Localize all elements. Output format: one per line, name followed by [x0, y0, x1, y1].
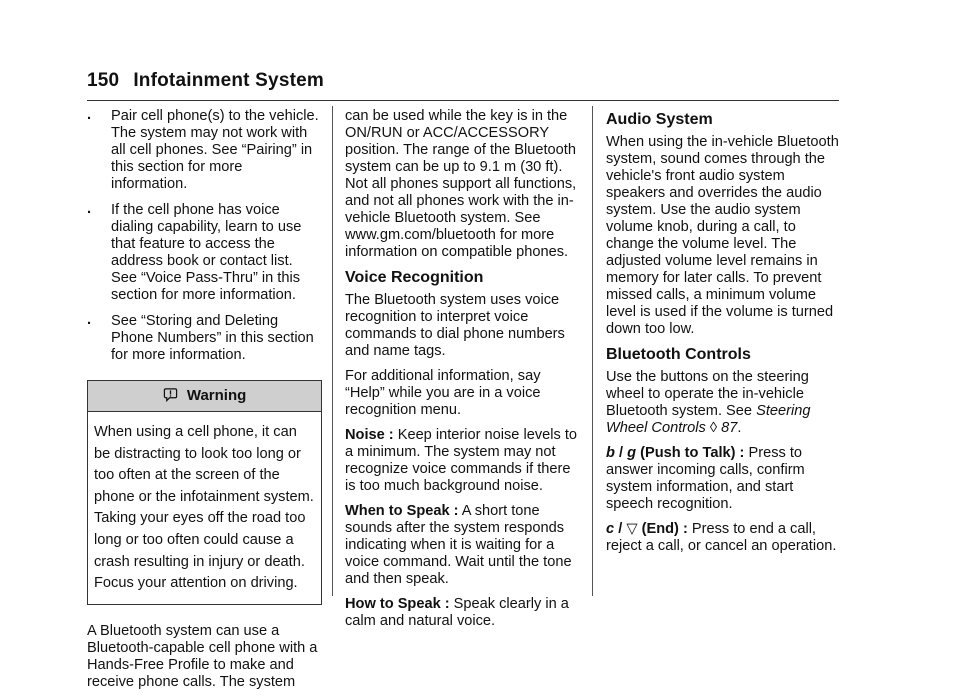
bullet-item: [87, 202, 322, 304]
sentence-end: .: [737, 420, 742, 436]
bullet-text: Pair cell phone(s) to the vehicle. The system may not work with all cell phones. See “Pairing” in this section for more information.: [111, 108, 319, 192]
bullet-dot: .: [87, 201, 92, 217]
push-to-talk-icon: b: [606, 445, 615, 461]
end-call-icon: c: [606, 521, 615, 537]
column-3: [606, 108, 839, 563]
bluetooth-controls-heading: Bluetooth Controls: [606, 346, 751, 363]
section-title: Infotainment System: [133, 70, 324, 91]
warning-box: [87, 380, 322, 605]
column-1: [87, 108, 322, 699]
controls-text: Use the buttons on the steering wheel to operate the in-vehicle Bluetooth system. See: [606, 369, 809, 419]
tip-text: A short tone sounds after the system responds indicating when it is waiting for a voice command. Wait until the tone and then speak.: [345, 503, 572, 587]
column-divider: [332, 106, 333, 596]
tip-when-to-speak: [345, 503, 581, 588]
slash: /: [618, 521, 623, 537]
audio-system-paragraph: When using the in-vehicle Bluetooth system, sound comes through the vehicle's front audio system speakers and overrides the audio system. Use the audio system volume knob, during a call, to change the volume level. The adjusted volume level remains in memory for later calls. To prevent missed calls, a minimum volume level is used if the volume is turned down too low.: [606, 134, 839, 337]
warning-text: When using a cell phone, it can be distracting to look too long or too often at the screen of the phone or the infotainment system. Taking your eyes off the road too long or too often could cause a crash resulting in injury or death. Focus your attention on driving.: [94, 424, 314, 592]
bullet-dot: .: [87, 312, 92, 328]
bullet-dot: .: [87, 107, 92, 123]
steering-wheel-controls-link[interactable]: Steering Wheel Controls: [606, 403, 811, 436]
push-to-talk-item: [606, 445, 839, 513]
bullet-item: [87, 313, 322, 364]
bullet-text: See “Storing and Deleting Phone Numbers” in this section for more information.: [111, 313, 314, 363]
end-call-item: [606, 521, 839, 555]
triangle-down-icon: ▽: [626, 521, 638, 537]
voice-icon: g: [627, 445, 637, 461]
page-ref-arrow-icon: ◊: [709, 420, 718, 436]
intro-paragraph: can be used while the key is in the ON/RUN or ACC/ACCESSORY position. The range of the Bluetooth system can be up to 9.1 m (30 ft). Not all phones support all functions, and not all phones work with the in-vehicle Bluetooth system. See www.gm.com/bluetooth for more information on compatible phones.: [345, 108, 577, 260]
tip-text: Keep interior noise levels to a minimum. The system may not recognize voice commands if there is too much background noise.: [345, 427, 577, 494]
warning-header: [88, 381, 321, 412]
bullet-item: [87, 108, 322, 193]
warning-title: Warning: [186, 387, 247, 404]
slash: /: [618, 445, 624, 461]
tip-term: How to Speak :: [345, 596, 450, 612]
header-title: [87, 70, 839, 92]
audio-system-heading: Audio System: [606, 111, 713, 128]
column-2: [345, 108, 581, 638]
tip-how-to-speak: [345, 596, 581, 630]
voice-paragraph-1: The Bluetooth system uses voice recognition to interpret voice commands to dial phone numbers and name tags.: [345, 292, 565, 359]
page-number: 150: [87, 70, 120, 91]
push-to-talk-term: (Push to Talk) :: [640, 445, 745, 461]
controls-paragraph: [606, 369, 839, 437]
tip-text: Speak clearly in a calm and natural voice.: [345, 596, 569, 629]
bullet-text: If the cell phone has voice dialing capability, learn to use that feature to access the address book or contact list. See “Voice Pass-Thru” in this section for more information.: [111, 202, 302, 303]
tip-term: Noise :: [345, 427, 394, 443]
tip-noise: [345, 427, 581, 495]
bluetooth-paragraph: A Bluetooth system can use a Bluetooth-capable cell phone with a Hands-Free Profile to make and receive phone calls. The system: [87, 622, 318, 690]
end-term: (End) :: [641, 521, 688, 537]
page-ref-number[interactable]: 87: [721, 420, 738, 436]
tip-term: When to Speak :: [345, 503, 459, 519]
header-rule: [87, 100, 839, 101]
column-divider: [592, 106, 593, 596]
end-text: Press to end a call, reject a call, or cancel an operation.: [606, 521, 837, 554]
push-to-talk-text: Press to answer incoming calls, confirm system information, and start speech recognition.: [606, 445, 805, 512]
warning-icon: [163, 387, 182, 404]
voice-paragraph-2: For additional information, say “Help” while you are in a voice recognition menu.: [345, 368, 541, 418]
voice-recognition-heading: Voice Recognition: [345, 269, 484, 286]
page-header: [87, 70, 839, 92]
